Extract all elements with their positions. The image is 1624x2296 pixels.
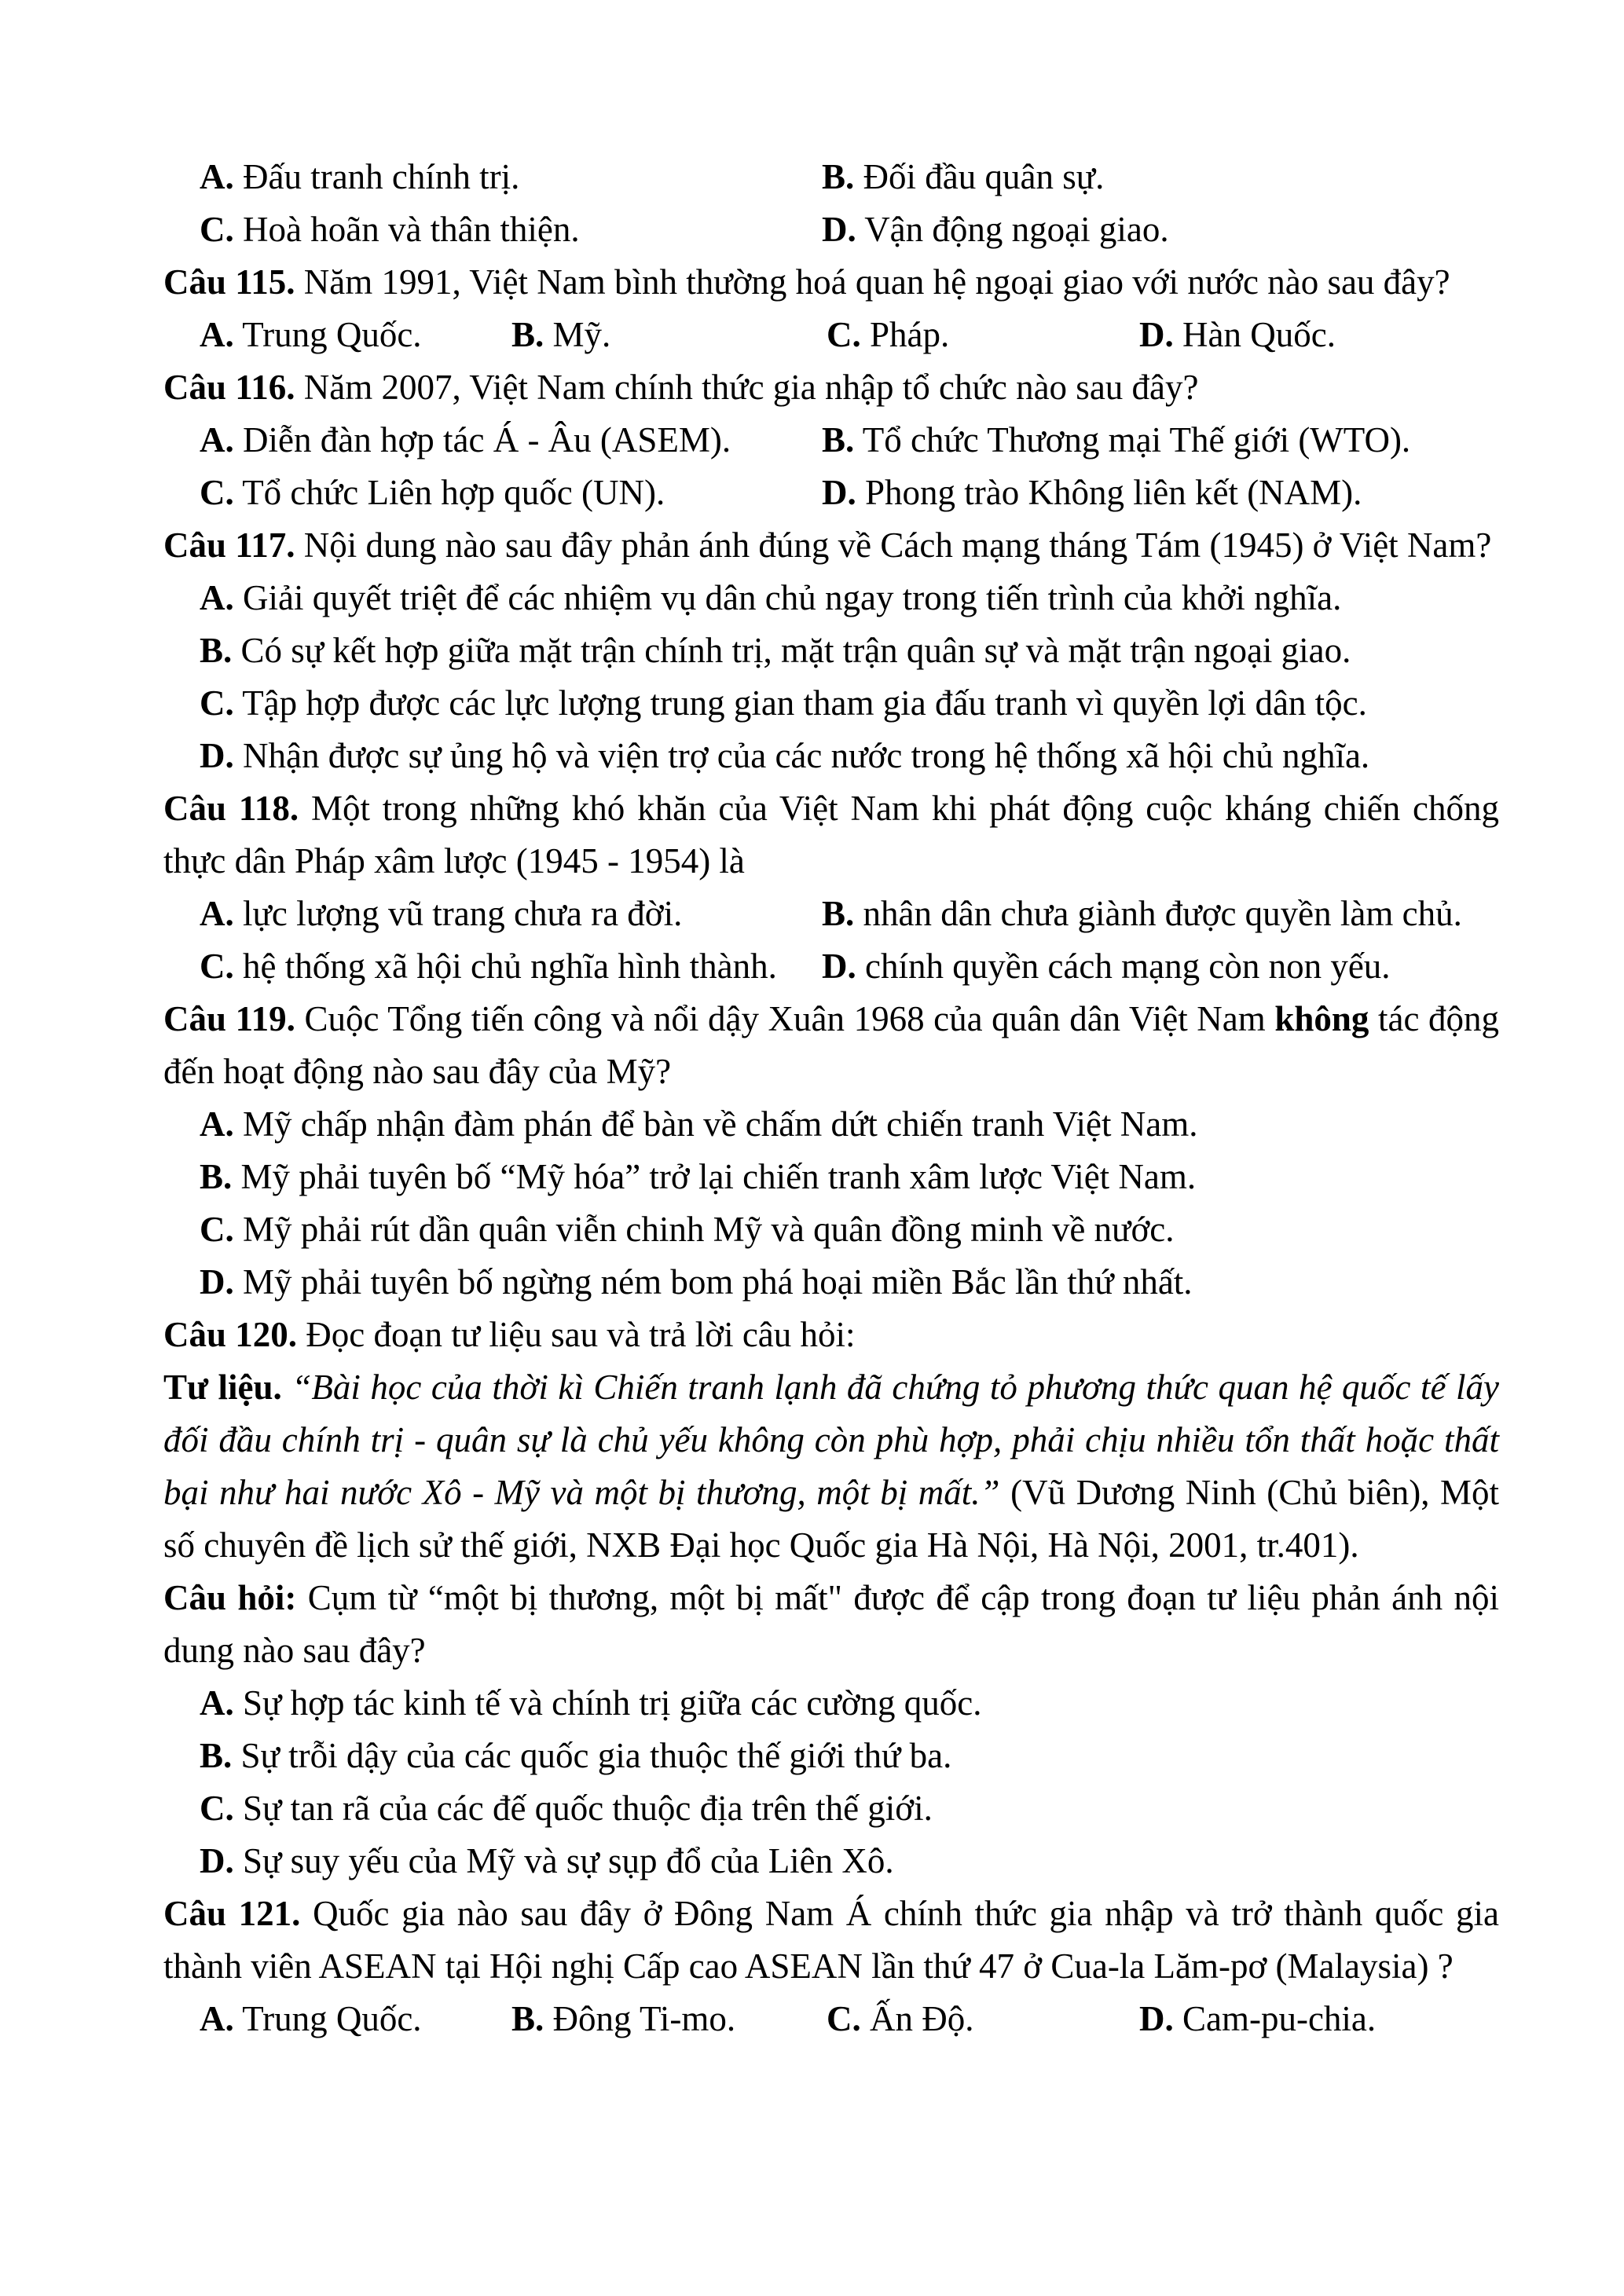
option-label: C. [200,1789,234,1828]
question-115-options-row [163,309,1499,361]
option-118-a [200,888,822,940]
option-114-a [200,151,822,203]
option-text: Ấn Độ. [870,1999,974,2038]
option-text: Pháp. [870,315,950,354]
option-116-d [822,467,1499,519]
question-120-stem [163,1309,1499,1361]
question-stem-text: tác động đến hoạt động nào sau đây của Mỹ? [163,999,1500,1091]
option-text: hệ thống xã hội chủ nghĩa hình thành. [243,947,777,986]
question-stem-bold-word: không [1274,999,1369,1038]
option-label: C. [200,473,234,512]
question-119-stem [163,993,1499,1098]
option-label: A. [200,420,234,460]
question-stem-text: Đọc đoạn tư liệu sau và trả lời câu hỏi: [306,1315,856,1354]
option-label: C. [200,210,234,249]
option-label: D. [200,736,234,775]
question-stem-text: Một trong những khó khăn của Việt Nam khi phát động cuộc kháng chiến chống thực dân Pháp xâm lược (1945 - 1954) là [163,789,1500,881]
option-115-c [827,309,1139,361]
option-text: Cam-pu-chia. [1182,1999,1377,2038]
option-116-b [822,414,1499,467]
question-120-source [163,1361,1499,1572]
option-text: Giải quyết triệt để các nhiệm vụ dân chủ ngay trong tiến trình của khởi nghĩa. [243,578,1342,617]
option-121-a [200,1993,511,2045]
option-text: Đông Ti-mo. [552,1999,736,2038]
question-number: Câu 117. [163,525,295,565]
option-117-b [163,624,1499,677]
option-text: Hàn Quốc. [1182,315,1336,354]
source-label: Tư liệu. [163,1368,282,1407]
option-label: C. [200,947,234,986]
option-label: A. [200,578,234,617]
option-114-d [822,203,1499,256]
option-text: nhân dân chưa giành được quyền làm chủ. [863,894,1462,933]
question-118-options-row-2 [163,940,1499,993]
question-number: Câu 119. [163,999,295,1038]
option-text: Mỹ chấp nhận đàm phán để bàn về chấm dứt chiến tranh Việt Nam. [243,1104,1198,1144]
option-114-c [200,203,822,256]
question-stem-text: Cuộc Tổng tiến công và nổi dậy Xuân 1968 của quân dân Việt Nam [304,999,1266,1038]
option-114-b [822,151,1499,203]
option-label: A. [200,894,234,933]
option-118-c [200,940,822,993]
question-116-options-row-2 [163,467,1499,519]
option-text: Sự suy yếu của Mỹ và sự sụp đổ của Liên Xô. [243,1841,894,1880]
option-text: Tập hợp được các lực lượng trung gian tham gia đấu tranh vì quyền lợi dân tộc. [242,683,1367,723]
option-text: Trung Quốc. [242,1999,422,2038]
question-120-question [163,1572,1499,1677]
option-text: Sự trỗi dậy của các quốc gia thuộc thế giới thứ ba. [240,1736,952,1775]
option-text: lực lượng vũ trang chưa ra đời. [243,894,683,933]
option-label: D. [822,210,856,249]
option-text: Mỹ phải tuyên bố ngừng ném bom phá hoại miền Bắc lần thứ nhất. [243,1262,1193,1302]
option-label: B. [511,315,544,354]
option-115-d [1139,309,1499,361]
exam-content [163,151,1499,2045]
option-label: D. [1139,315,1174,354]
question-118-stem [163,782,1499,888]
option-116-a [200,414,822,467]
option-label: A. [200,315,234,354]
option-121-c [827,1993,1139,2045]
question-118-options-row-1 [163,888,1499,940]
option-121-d [1139,1993,1499,2045]
option-text: Hoà hoãn và thân thiện. [243,210,580,249]
question-number: Câu 116. [163,368,295,407]
option-text: Đối đầu quân sự. [863,157,1105,196]
question-116-stem [163,361,1499,414]
option-label: C. [827,1999,861,2038]
option-label: A. [200,1683,234,1723]
option-117-c [163,677,1499,730]
question-115-stem [163,256,1499,309]
option-label: B. [200,631,233,670]
question-number: Câu 118. [163,789,299,828]
option-text: Tổ chức Thương mại Thế giới (WTO). [862,420,1411,460]
question-stem-text: Quốc gia nào sau đây ở Đông Nam Á chính thức gia nhập và trở thành quốc gia thành viên ASEAN tại Hội nghị Cấp cao ASEAN lần thứ 47 ở Cua-la Lăm-pơ (Malaysia) ? [163,1894,1499,1986]
question-label: Câu hỏi: [163,1578,297,1617]
option-text: Sự tan rã của các đế quốc thuộc địa trên thế giới. [243,1789,933,1828]
option-text: Nhận được sự ủng hộ và viện trợ của các nước trong hệ thống xã hội chủ nghĩa. [243,736,1370,775]
option-label: A. [200,1104,234,1144]
option-120-c [163,1782,1499,1835]
option-119-a [163,1098,1499,1151]
option-119-b [163,1151,1499,1203]
option-label: B. [200,1736,233,1775]
option-text: Mỹ phải rút dần quân viễn chinh Mỹ và quân đồng minh về nước. [243,1210,1175,1249]
option-text: Tổ chức Liên hợp quốc (UN). [242,473,665,512]
option-label: C. [200,1210,234,1249]
option-121-b [511,1993,827,2045]
option-label: C. [827,315,861,354]
question-stem-text: Năm 1991, Việt Nam bình thường hoá quan hệ ngoại giao với nước nào sau đây? [303,262,1450,302]
option-label: B. [200,1157,233,1196]
option-116-c [200,467,822,519]
option-118-b [822,888,1499,940]
option-115-b [511,309,827,361]
option-117-d [163,730,1499,782]
option-label: B. [822,420,855,460]
option-label: D. [200,1262,234,1302]
option-label: B. [511,1999,544,2038]
option-119-d [163,1256,1499,1309]
question-stem-text: Năm 2007, Việt Nam chính thức gia nhập tổ chức nào sau đây? [303,368,1199,407]
option-label: A. [200,1999,234,2038]
option-text: Trung Quốc. [242,315,422,354]
option-label: D. [822,473,856,512]
option-118-d [822,940,1499,993]
option-text: Có sự kết hợp giữa mặt trận chính trị, mặt trận quân sự và mặt trận ngoại giao. [240,631,1351,670]
option-120-d [163,1835,1499,1888]
option-text: Diễn đàn hợp tác Á - Âu (ASEM). [243,420,731,460]
option-text: Mỹ. [552,315,611,354]
option-text: Mỹ phải tuyên bố “Mỹ hóa” trở lại chiến tranh xâm lược Việt Nam. [240,1157,1197,1196]
option-text: Sự hợp tác kinh tế và chính trị giữa các cường quốc. [243,1683,982,1723]
question-number: Câu 120. [163,1315,298,1354]
question-121-options-row [163,1993,1499,2045]
question-number: Câu 121. [163,1894,301,1933]
option-text: Đấu tranh chính trị. [243,157,520,196]
option-label: D. [1139,1999,1174,2038]
option-text: chính quyền cách mạng còn non yếu. [865,947,1391,986]
option-text: Phong trào Không liên kết (NAM). [865,473,1362,512]
question-114-options-row-1 [163,151,1499,203]
question-number: Câu 115. [163,262,295,302]
option-label: D. [822,947,856,986]
option-label: C. [200,683,234,723]
option-115-a [200,309,511,361]
source-quote: “Bài học của thời kì Chiến tranh lạnh đã chứng tỏ phương thức quan hệ quốc tế lấy đối đầu chính trị - quân sự là chủ yếu không còn phù hợp, phải chịu nhiều tổn thất hoặc thất bại như hai nước Xô - Mỹ và một bị thương, một bị mất.” [163,1368,1499,1512]
option-label: A. [200,157,234,196]
option-120-a [163,1677,1499,1730]
option-label: B. [822,157,855,196]
option-text: Vận động ngoại giao. [864,210,1169,249]
question-117-stem [163,519,1499,572]
question-116-options-row-1 [163,414,1499,467]
question-121-stem [163,1888,1499,1993]
option-119-c [163,1203,1499,1256]
option-label: B. [822,894,855,933]
option-117-a [163,572,1499,624]
question-text: Cụm từ “một bị thương, một bị mất" được để cập trong đoạn tư liệu phản ánh nội dung nào sau đây? [163,1578,1500,1670]
question-stem-text: Nội dung nào sau đây phản ánh đúng về Cách mạng tháng Tám (1945) ở Việt Nam? [303,525,1492,565]
option-label: D. [200,1841,234,1880]
source-citation: (Vũ Dương Ninh (Chủ biên), Một số chuyên đề lịch sử thế giới, NXB Đại học Quốc gia Hà Nội, Hà Nội, 2001, tr.401). [163,1473,1499,1565]
option-120-b [163,1730,1499,1782]
question-114-options-row-2 [163,203,1499,256]
